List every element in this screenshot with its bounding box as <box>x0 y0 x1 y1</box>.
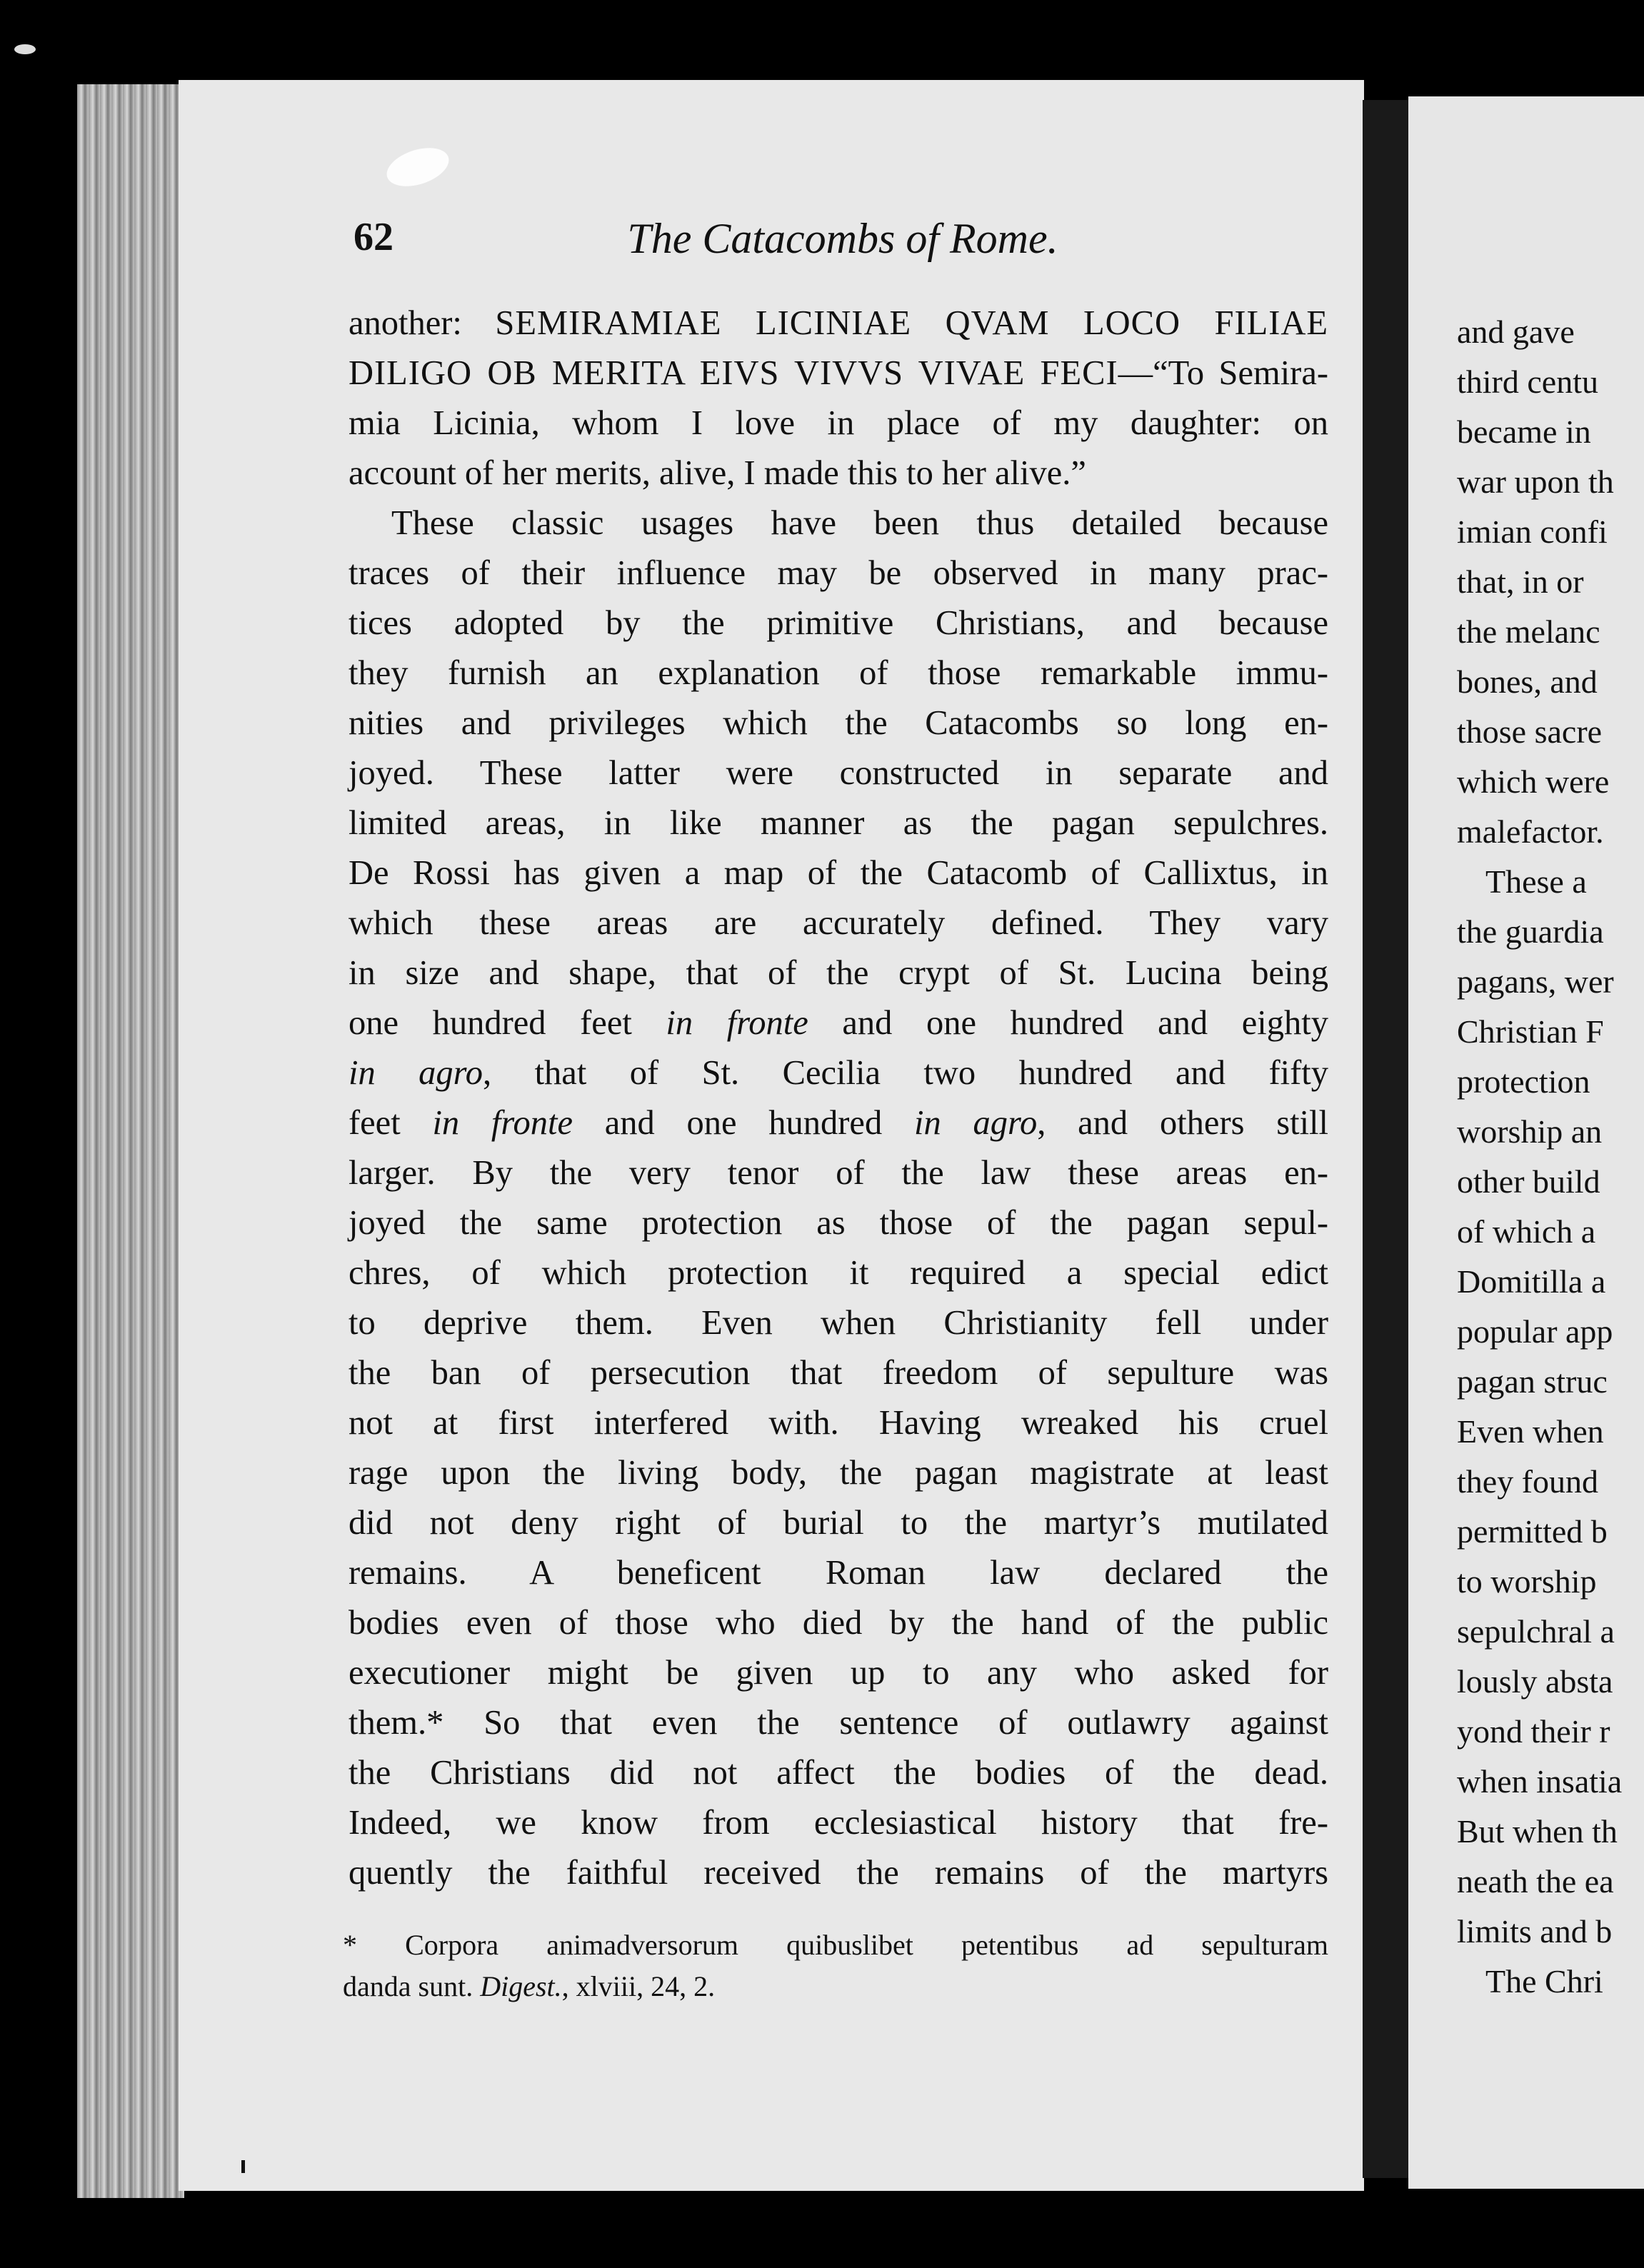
facing-text-line: The Chri <box>1485 1963 1603 1999</box>
text-line: bodies even of those who died by the hand of the public <box>349 1604 1328 1642</box>
facing-text-line: the guardia <box>1457 913 1604 950</box>
book-gutter <box>1363 100 1410 2178</box>
text-line: account of her merits, alive, I made this to her alive.” <box>349 454 1086 492</box>
page-edges <box>77 84 184 2198</box>
facing-text-line: third centu <box>1457 363 1598 400</box>
facing-text-line: which were <box>1457 763 1610 800</box>
footnote-line: * Corpora animadversorum quibuslibet petentibus ad sepulturam <box>343 1929 1328 1961</box>
text-line: not at first interfered with. Having wreaked his cruel <box>349 1404 1328 1442</box>
text-line: in agro, that of St. Cecilia two hundred and fifty <box>349 1054 1328 1092</box>
facing-text-line: they found <box>1457 1463 1599 1500</box>
text-line: chres, of which protection it required a special edict <box>349 1254 1328 1292</box>
text-line: another: SEMIRAMIAE LICINIAE QVAM LOCO FILIAE <box>349 304 1329 342</box>
text-line: quently the faithful received the remains of the martyrs <box>349 1854 1328 1892</box>
text-line: the Christians did not affect the bodies of the dead. <box>349 1754 1328 1792</box>
facing-text-line: of which a <box>1457 1213 1596 1250</box>
facing-text-line: pagan struc <box>1457 1363 1608 1400</box>
text-line: These classic usages have been thus detailed because <box>391 504 1328 542</box>
text-line: feet in fronte and one hundred in agro, and others still <box>349 1104 1328 1142</box>
facing-text-line: limits and b <box>1457 1913 1613 1950</box>
facing-text-line: those sacre <box>1457 713 1603 750</box>
facing-text-line: to worship <box>1457 1563 1597 1600</box>
facing-text-line: yond their r <box>1457 1713 1610 1750</box>
facing-text-line: malefactor. <box>1457 813 1604 850</box>
facing-text-line: Christian F <box>1457 1013 1604 1050</box>
text-line: rage upon the living body, the pagan magistrate at least <box>349 1454 1328 1492</box>
facing-text-line: These a <box>1485 863 1587 900</box>
text-line: to deprive them. Even when Christianity fell under <box>349 1304 1328 1342</box>
facing-text-line: neath the ea <box>1457 1863 1614 1900</box>
text-line: Indeed, we know from ecclesiastical history that fre- <box>349 1804 1328 1842</box>
running-title: The Catacombs of Rome. <box>627 215 1058 262</box>
page-number: 62 <box>354 215 394 259</box>
text-line: traces of their influence may be observed in many prac- <box>349 554 1328 592</box>
facing-text-line: permitted b <box>1457 1513 1608 1550</box>
facing-text-line: protection <box>1457 1063 1590 1100</box>
text-line: joyed the same protection as those of the pagan sepul- <box>349 1204 1328 1242</box>
text-line: in size and shape, that of the crypt of St. Lucina being <box>349 954 1328 992</box>
facing-text-line: that, in or <box>1457 563 1584 600</box>
footnote-line: danda sunt. Digest., xlviii, 24, 2. <box>343 1970 716 2002</box>
text-line: nities and privileges which the Catacombs so long en- <box>349 704 1328 742</box>
text-line: mia Licinia, whom I love in place of my daughter: on <box>349 404 1328 442</box>
facing-text-line: when insatia <box>1457 1763 1623 1800</box>
text-line: DILIGO OB MERITA EIVS VIVVS VIVAE FECI—“To Semira- <box>349 354 1328 392</box>
text-line: executioner might be given up to any who asked for <box>349 1654 1328 1692</box>
body-text <box>349 298 1328 1898</box>
text-line: larger. By the very tenor of the law these areas en- <box>349 1154 1328 1192</box>
facing-text-line: Domitilla a <box>1457 1263 1606 1300</box>
footnote <box>343 1925 1328 2007</box>
text-line: the ban of persecution that freedom of sepulture was <box>349 1354 1328 1392</box>
facing-text-line: became in <box>1457 413 1591 450</box>
text-line: De Rossi has given a map of the Catacomb of Callixtus, in <box>349 854 1328 892</box>
text-line: remains. A beneficent Roman law declared the <box>349 1554 1328 1592</box>
facing-text-line: sepulchral a <box>1457 1613 1615 1650</box>
text-line: them.* So that even the sentence of outlawry against <box>349 1704 1328 1742</box>
facing-text-line: war upon th <box>1457 463 1614 500</box>
facing-text-line: pagans, wer <box>1457 963 1614 1000</box>
facing-text-line: imian confi <box>1457 513 1608 550</box>
scan-speck <box>14 44 36 54</box>
text-line: joyed. These latter were constructed in separate and <box>349 754 1328 792</box>
facing-text-line: But when th <box>1457 1813 1618 1850</box>
facing-text-line: worship an <box>1457 1113 1603 1150</box>
text-line: limited areas, in like manner as the pagan sepulchres. <box>349 804 1328 842</box>
facing-text-line: bones, and <box>1457 663 1598 700</box>
text-line: tices adopted by the primitive Christians, and because <box>349 604 1328 642</box>
facing-text-line: popular app <box>1457 1313 1613 1350</box>
margin-mark <box>241 2160 245 2173</box>
facing-text-line: Even when <box>1457 1413 1604 1450</box>
text-line: did not deny right of burial to the martyr’s mutilated <box>349 1504 1328 1542</box>
facing-text-line: lously absta <box>1457 1663 1613 1700</box>
running-head <box>354 214 1332 271</box>
facing-text-line: and gave <box>1457 313 1575 350</box>
facing-text-line: other build <box>1457 1163 1600 1200</box>
text-line: one hundred feet in fronte and one hundred and eighty <box>349 1004 1328 1042</box>
facing-text-line: the melanc <box>1457 613 1600 650</box>
facing-page-text <box>1457 307 1644 2007</box>
text-line: they furnish an explanation of those remarkable immu- <box>349 654 1328 692</box>
text-line: which these areas are accurately defined. They vary <box>349 904 1328 942</box>
